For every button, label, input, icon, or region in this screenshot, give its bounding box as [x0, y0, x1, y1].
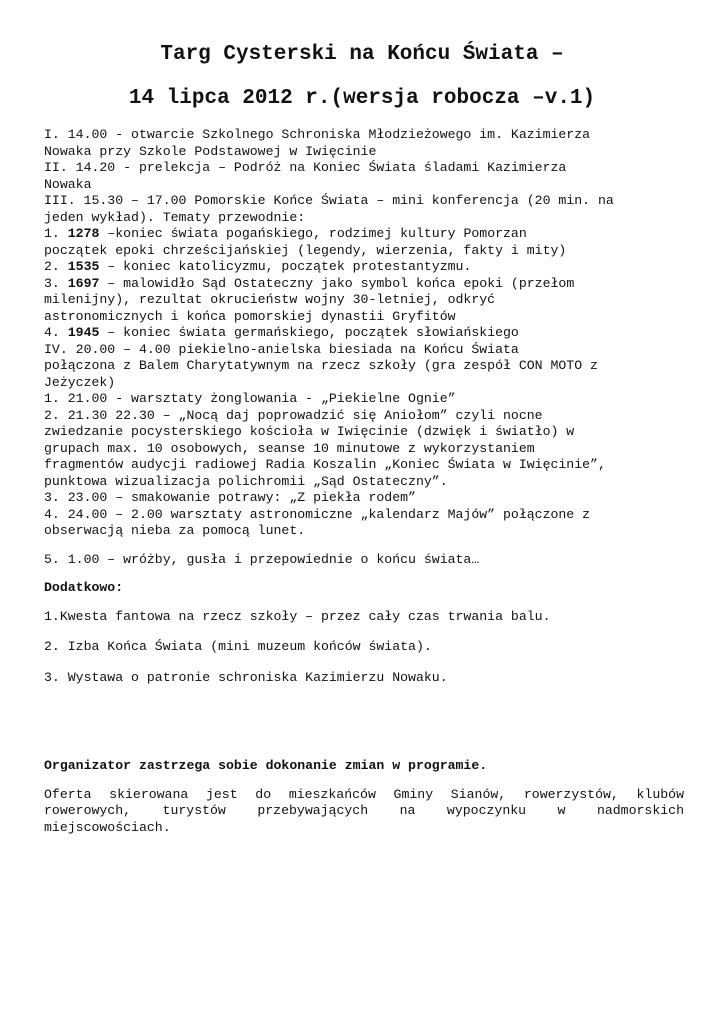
event-2-line-3: grupach max. 10 osobowych, seanse 10 minutowe z wykorzystaniem: [44, 440, 535, 456]
event-5: 5. 1.00 – wróżby, gusła i przepowiednie o końcu świata…: [44, 551, 480, 567]
topic-3-line-3: astronomicznych i końca pomorskiej dynastii Gryfitów: [44, 308, 456, 324]
event-3: 3. 23.00 – smakowanie potrawy: „Z piekła rodem”: [44, 490, 416, 505]
program-item-3-line-2: jeden wykład). Tematy przewodnie:: [44, 209, 306, 225]
topic-4-number: 4.: [44, 325, 60, 340]
offer-line-3: miejscowościach.: [44, 819, 171, 835]
program-item-4-line-1: IV. 20.00 – 4.00 piekielno-anielska biesiada na Końcu Świata: [44, 341, 519, 357]
extras-item-3: 3. Wystawa o patronie schroniska Kazimierzu Nowaku.: [44, 669, 448, 685]
extras-item-1: 1.Kwesta fantowa na rzecz szkoły – przez cały czas trwania balu.: [44, 608, 551, 624]
program-item-4-line-3: Jeżyczek): [44, 374, 116, 390]
event-2-line-4: fragmentów audycji radiowej Radia Koszalin „Koniec Świata w Iwięcinie”,: [44, 457, 606, 472]
topic-2-year: 1535: [67, 259, 100, 274]
extras-item-2: 2. Izba Końca Świata (mini muzeum końców świata).: [44, 639, 432, 654]
topic-1-text: –koniec świata pogańskiego, rodzimej kultury Pomorzan: [107, 226, 527, 241]
event-1: 1. 21.00 - warsztaty żonglowania - „Piekielne Ognie”: [44, 391, 456, 406]
program-body: [44, 127, 684, 836]
topic-1-number: 1.: [44, 226, 60, 241]
program-item-4-line-2: połączona z Balem Charytatywnym na rzecz szkoły (gra zespół CON MOTO z: [44, 358, 598, 373]
event-2-line-1: 2. 21.30 22.30 – „Nocą daj poprowadzić się Aniołom” czyli nocne: [44, 407, 543, 423]
topic-2: [44, 259, 684, 276]
program-item-1-line-2: Nowaka przy Szkole Podstawowej w Iwięcinie: [44, 143, 377, 159]
event-4-line-1: 4. 24.00 – 2.00 warsztaty astronomiczne „kalendarz Majów” połączone z: [44, 506, 591, 522]
program-item-1-line-1: I. 14.00 - otwarcie Szkolnego Schroniska Młodzieżowego im. Kazimierza: [44, 127, 591, 142]
topic-2-number: 2.: [44, 259, 60, 274]
offer-line-2: rowerowych, turystów przebywających na wypoczynku w nadmorskich: [44, 803, 684, 818]
organizer-notice: Organizator zastrzega sobie dokonanie zmian w programie.: [44, 758, 488, 773]
program-item-2-line-2: Nowaka: [44, 176, 92, 192]
topic-4-year: 1945: [67, 325, 100, 340]
program-item-3-line-1: III. 15.30 – 17.00 Pomorskie Końce Świata – mini konferencja (20 min. na: [44, 193, 614, 208]
topic-3: [44, 276, 684, 293]
topic-1-year: 1278: [67, 226, 100, 241]
event-4-line-2: obserwacją nieba za pomocą lunet.: [44, 523, 306, 538]
topic-1: [44, 226, 684, 243]
topic-3-number: 3.: [44, 275, 60, 291]
topic-4-text: – koniec świata germańskiego, początek słowiańskiego: [107, 325, 519, 340]
offer-line-1: Oferta skierowana jest do mieszkańców Gminy Sianów, rowerzystów, klubów: [44, 786, 684, 802]
topic-3-line-2: milenijny), rezultat okrucieństw wojny 30-letniej, odkryć: [44, 292, 496, 307]
extras-heading: Dodatkowo:: [44, 580, 124, 595]
topic-4: [44, 325, 684, 342]
topic-3-year: 1697: [67, 275, 100, 291]
topic-2-text: – koniec katolicyzmu, początek protestantyzmu.: [107, 259, 472, 274]
page-title-line-1: Targ Cysterski na Końcu Świata –: [160, 43, 564, 66]
page-title-line-2: 14 lipca 2012 r.(wersja robocza –v.1): [128, 87, 596, 110]
topic-3-text: – malowidło Sąd Ostateczny jako symbol końca epoki (przełom: [107, 275, 575, 291]
event-2-line-2: zwiedzanie pocysterskiego kościoła w Iwięcinie (dzwięk i światło) w: [44, 424, 575, 439]
program-item-2-line-1: II. 14.20 - prelekcja – Podróż na Koniec Świata śladami Kazimierza: [44, 160, 567, 175]
topic-1-line-2: początek epoki chrześcijańskiej (legendy, wierzenia, fakty i mity): [44, 242, 567, 258]
event-2-line-5: punktowa wizualizacja polichromii „Sąd Ostateczny”.: [44, 473, 448, 489]
